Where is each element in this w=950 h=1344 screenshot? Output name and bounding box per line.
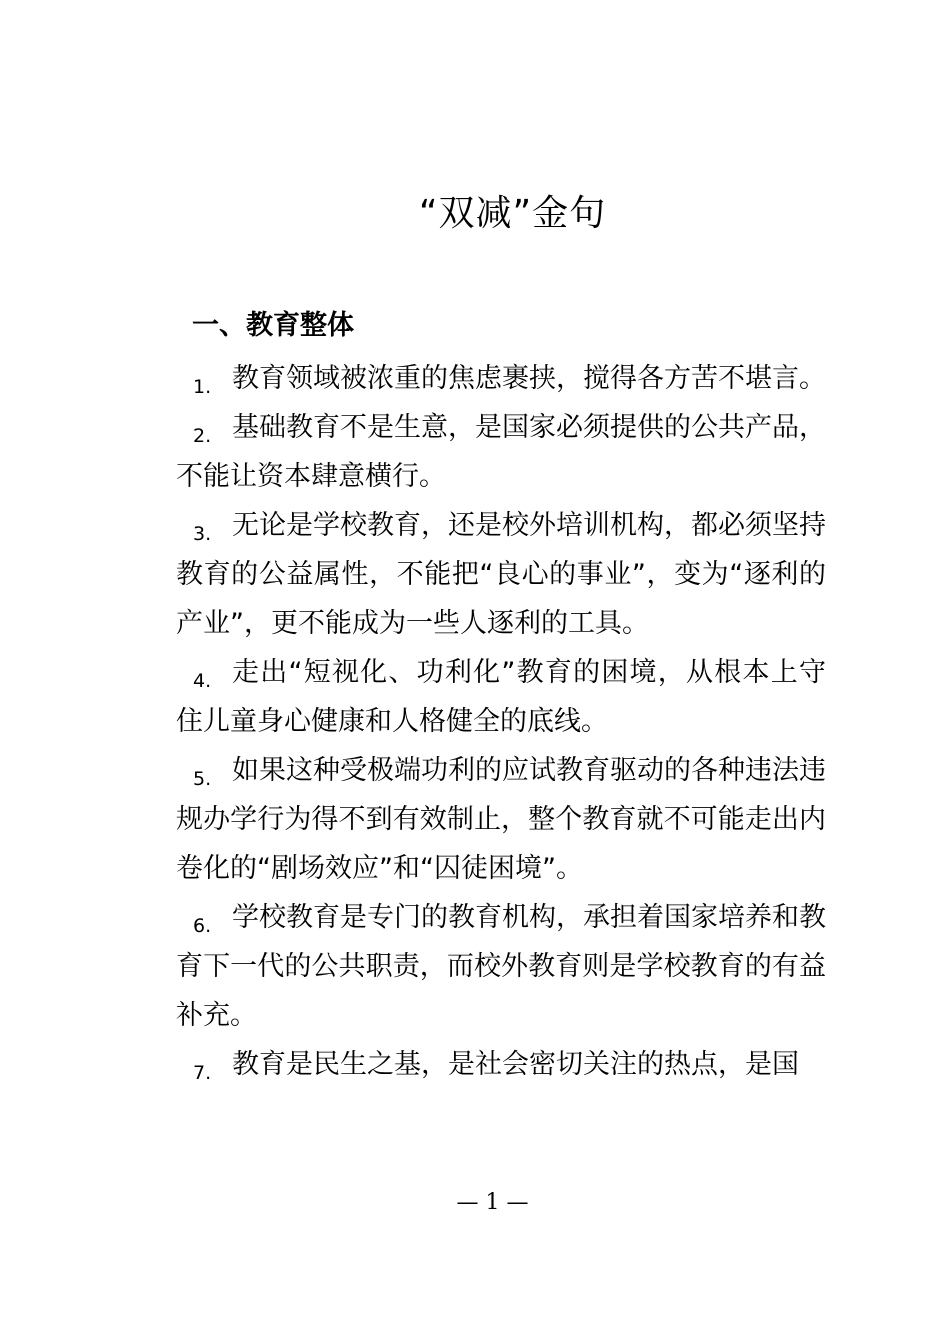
item-number: 7. bbox=[193, 1062, 212, 1084]
item-number: 5. bbox=[193, 768, 212, 790]
item-number: 4. bbox=[193, 670, 212, 692]
item-number: 6. bbox=[193, 915, 212, 937]
list-item bbox=[176, 1040, 826, 1089]
list-item bbox=[176, 893, 826, 1040]
item-number: 2. bbox=[193, 425, 212, 447]
list-item bbox=[176, 746, 826, 893]
item-text: 基础教育不是生意，是国家必须提供的公共产品，不能让资本肆意横行。 bbox=[176, 412, 826, 492]
item-text: 学校教育是专门的教育机构，承担着国家培养和教育下一代的公共职责，而校外教育则是学校教育的有益补充。 bbox=[176, 902, 826, 1031]
document-title: “双减”金句 bbox=[418, 193, 607, 234]
list-item bbox=[176, 501, 826, 648]
item-text: 教育是民生之基，是社会密切关注的热点，是国 bbox=[232, 1049, 799, 1080]
list-item bbox=[176, 648, 826, 746]
quote-list bbox=[176, 354, 826, 1089]
item-number: 3. bbox=[193, 523, 212, 545]
item-text: 如果这种受极端功利的应试教育驱动的各种违法违规办学行为得不到有效制止，整个教育就不可能走出内卷化的“剧场效应”和“囚徒困境”。 bbox=[176, 755, 826, 884]
item-text: 走出“短视化、功利化”教育的困境，从根本上守住儿童身心健康和人格健全的底线。 bbox=[176, 657, 826, 737]
list-item bbox=[176, 403, 826, 501]
list-item bbox=[176, 354, 826, 403]
item-number: 1. bbox=[193, 376, 212, 398]
item-text: 无论是学校教育，还是校外培训机构，都必须坚持教育的公益属性，不能把“良心的事业”，变为“逐利的产业”，更不能成为一些人逐利的工具。 bbox=[176, 510, 826, 639]
page-number: — 1 — bbox=[456, 1190, 529, 1215]
section-heading: 一、教育整体 bbox=[192, 310, 354, 341]
item-text: 教育领域被浓重的焦虑裹挟，搅得各方苦不堪言。 bbox=[232, 363, 826, 394]
